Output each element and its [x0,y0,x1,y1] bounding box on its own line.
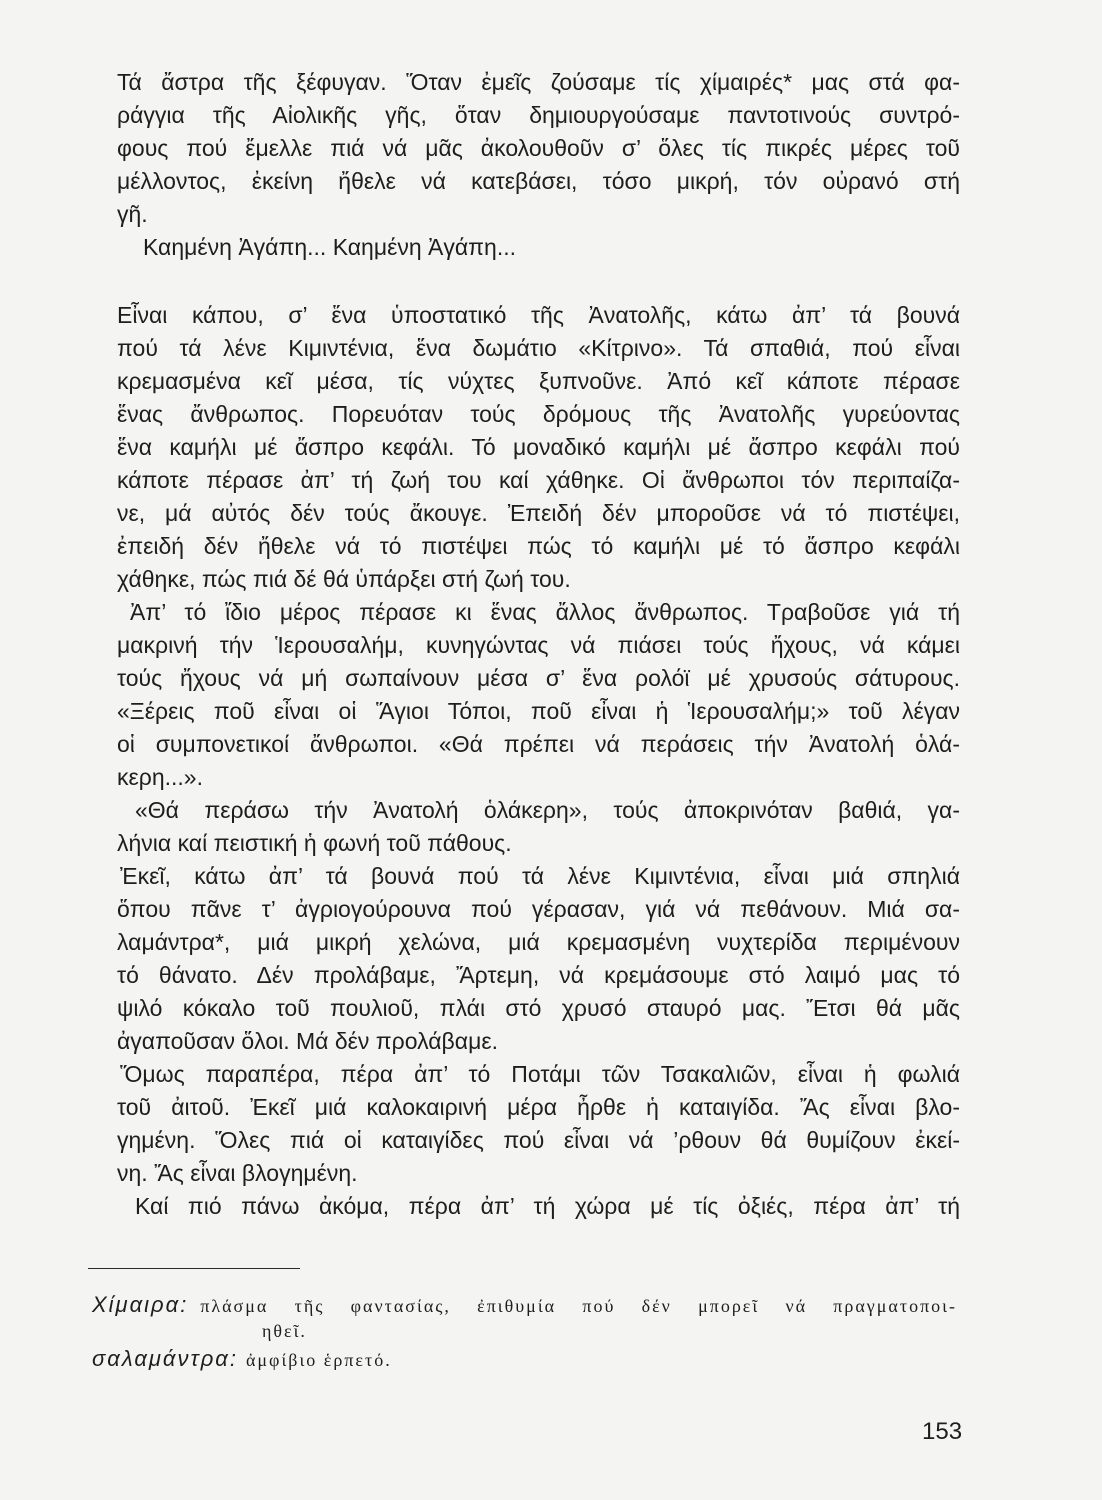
text-line: Ἐκεῖ, κάτω ἀπ’ τά βουνά πού τά λένε Κιμιντένια, εἶναι μιά σπηλιά [120,863,960,889]
text-line: «Ξέρεις ποῦ εἶναι οἱ Ἅγιοι Τόποι, ποῦ εἶναι ἡ Ἱερουσαλήμ;» τοῦ λέγαν [117,698,960,724]
text-line: οἱ συμπονετικοί ἄνθρωποι. «Θά πρέπει νά περάσεις τήν Ἀνατολή ὁλά- [117,731,960,757]
text-line: τοῦ ἀιτοῦ. Ἐκεῖ μιά καλοκαιρινή μέρα ἦρθε ἡ καταιγίδα. Ἄς εἶναι βλο- [117,1094,960,1120]
paragraph [117,794,960,860]
paragraph [117,231,960,264]
text-line: ψιλό κόκαλο τοῦ πουλιοῦ, πλάι στό χρυσό σταυρό μας. Ἔτσι θά μᾶς [117,995,960,1021]
text-line: νη. Ἄς εἶναι βλογημένη. [117,1160,358,1186]
text-line: πού τά λένε Κιμιντένια, ἕνα δωμάτιο «Κίτρινο». Τά σπαθιά, πού εἶναι [117,335,960,361]
text-line: Καημένη Ἀγάπη... Καημένη Ἀγάπη... [143,234,516,260]
footnote-rule [88,1268,300,1269]
paragraph [117,1058,960,1190]
text-line: ὅπου πᾶνε τ’ ἀγριογούρουνα πού γέρασαν, γιά νά πεθάνουν. Μιά σα- [117,896,960,922]
paragraph [117,299,960,596]
text-line: μακρινή τήν Ἱερουσαλήμ, κυνηγώντας νά πιάσει τούς ἤχους, νά κάμει [117,632,960,658]
text-line: κερη...». [117,764,203,790]
footnote-term: Χίμαιρα: [92,1292,189,1317]
text-line: κρεμασμένα κεῖ μέσα, τίς νύχτες ξυπνοῦνε. Ἀπό κεῖ κάποτε πέρασε [117,368,960,394]
paragraph [117,1190,960,1223]
footnotes [92,1291,957,1372]
text-line: λήνια καί πειστική ἡ φωνή τοῦ πάθους. [117,830,512,856]
text-line: φους πού ἔμελλε πιά νά μᾶς ἀκολουθοῦν σ’ ὅλες τίς πικρές μέρες τοῦ [117,135,960,161]
text-line: Εἶναι κάπου, σ’ ἕνα ὑποστατικό τῆς Ἀνατολῆς, κάτω ἀπ’ τά βουνά [117,302,960,328]
text-line: τούς ἤχους νά μή σωπαίνουν μέσα σ’ ἕνα ρολόϊ μέ χρυσούς σάτυρους. [117,665,960,691]
text-line: Ἀπ’ τό ἴδιο μέρος πέρασε κι ἕνας ἄλλος ἄνθρωπος. Τραβοῦσε γιά τή [130,599,960,625]
footnote-definition: πλάσμα τῆς φαντασίας, ἐπιθυμία πού δέν μπορεῖ νά πραγματοποι- [200,1296,957,1316]
text-line: ἕνα καμήλι μέ ἄσπρο κεφάλι. Τό μοναδικό καμήλι μέ ἄσπρο κεφάλι πού [117,434,960,460]
body-text [117,66,960,1223]
text-line: «Θά περάσω τήν Ἀνατολή ὁλάκερη», τούς ἀποκρινόταν βαθιά, γα- [135,797,960,823]
text-line: γημένη. Ὅλες πιά οἱ καταιγίδες πού εἶναι νά ’ρθουν θά θυμίζουν ἐκεί- [117,1127,960,1153]
text-line: Τά ἄστρα τῆς ξέφυγαν. Ὅταν ἐμεῖς ζούσαμε τίς χίμαιρές* μας στά φα- [117,69,960,95]
paragraph [117,596,960,794]
text-line: χάθηκε, πώς πιά δέ θά ὑπάρξει στή ζωή του. [117,566,571,592]
text-line: ἐπειδή δέν ἤθελε νά τό πιστέψει πώς τό καμήλι μέ τό ἄσπρο κεφάλι [117,533,960,559]
text-line: κάποτε πέρασε ἀπ’ τή ζωή του καί χάθηκε. Οἱ ἄνθρωποι τόν περιπαίζα- [117,467,960,493]
footnote-definition: ἀμφίβιο ἑρπετό. [245,1350,392,1370]
footnote [92,1345,957,1372]
text-line: τό θάνατο. Δέν προλάβαμε, Ἄρτεμη, νά κρεμάσουμε στό λαιμό μας τό [117,962,960,988]
paragraph [117,66,960,231]
text-line: γῆ. [117,201,148,227]
text-line: Καί πιό πάνω ἀκόμα, πέρα ἀπ’ τή χώρα μέ τίς ὀξιές, πέρα ἀπ’ τή [135,1193,960,1219]
text-line: ράγγια τῆς Αἰολικῆς γῆς, ὅταν δημιουργούσαμε παντοτινούς συντρό- [117,102,960,128]
paragraph [117,860,960,1058]
footnote [92,1291,957,1318]
text-line: λαμάντρα*, μιά μικρή χελώνα, μιά κρεμασμένη νυχτερίδα περιμένουν [117,929,960,955]
page-number: 153 [922,1418,963,1445]
text-line: ἕνας ἄνθρωπος. Πορευόταν τούς δρόμους τῆς Ἀνατολῆς γυρεύοντας [117,401,960,427]
text-line: ἀγαποῦσαν ὅλοι. Μά δέν προλάβαμε. [117,1028,498,1054]
text-line: Ὅμως παραπέρα, πέρα ἀπ’ τό Ποτάμι τῶν Τσακαλιῶν, εἶναι ἡ φωλιά [120,1061,960,1087]
footnote-definition-continuation: ηθεῖ. [262,1321,307,1341]
footnote-term: σαλαμάντρα: [92,1346,238,1371]
text-line: μέλλοντος, ἐκείνη ἤθελε νά κατεβάσει, τόσο μικρή, τόν οὐρανό στή [117,168,960,194]
text-line: νε, μά αὐτός δέν τούς ἄκουγε. Ἐπειδή δέν μποροῦσε νά τό πιστέψει, [117,500,960,526]
